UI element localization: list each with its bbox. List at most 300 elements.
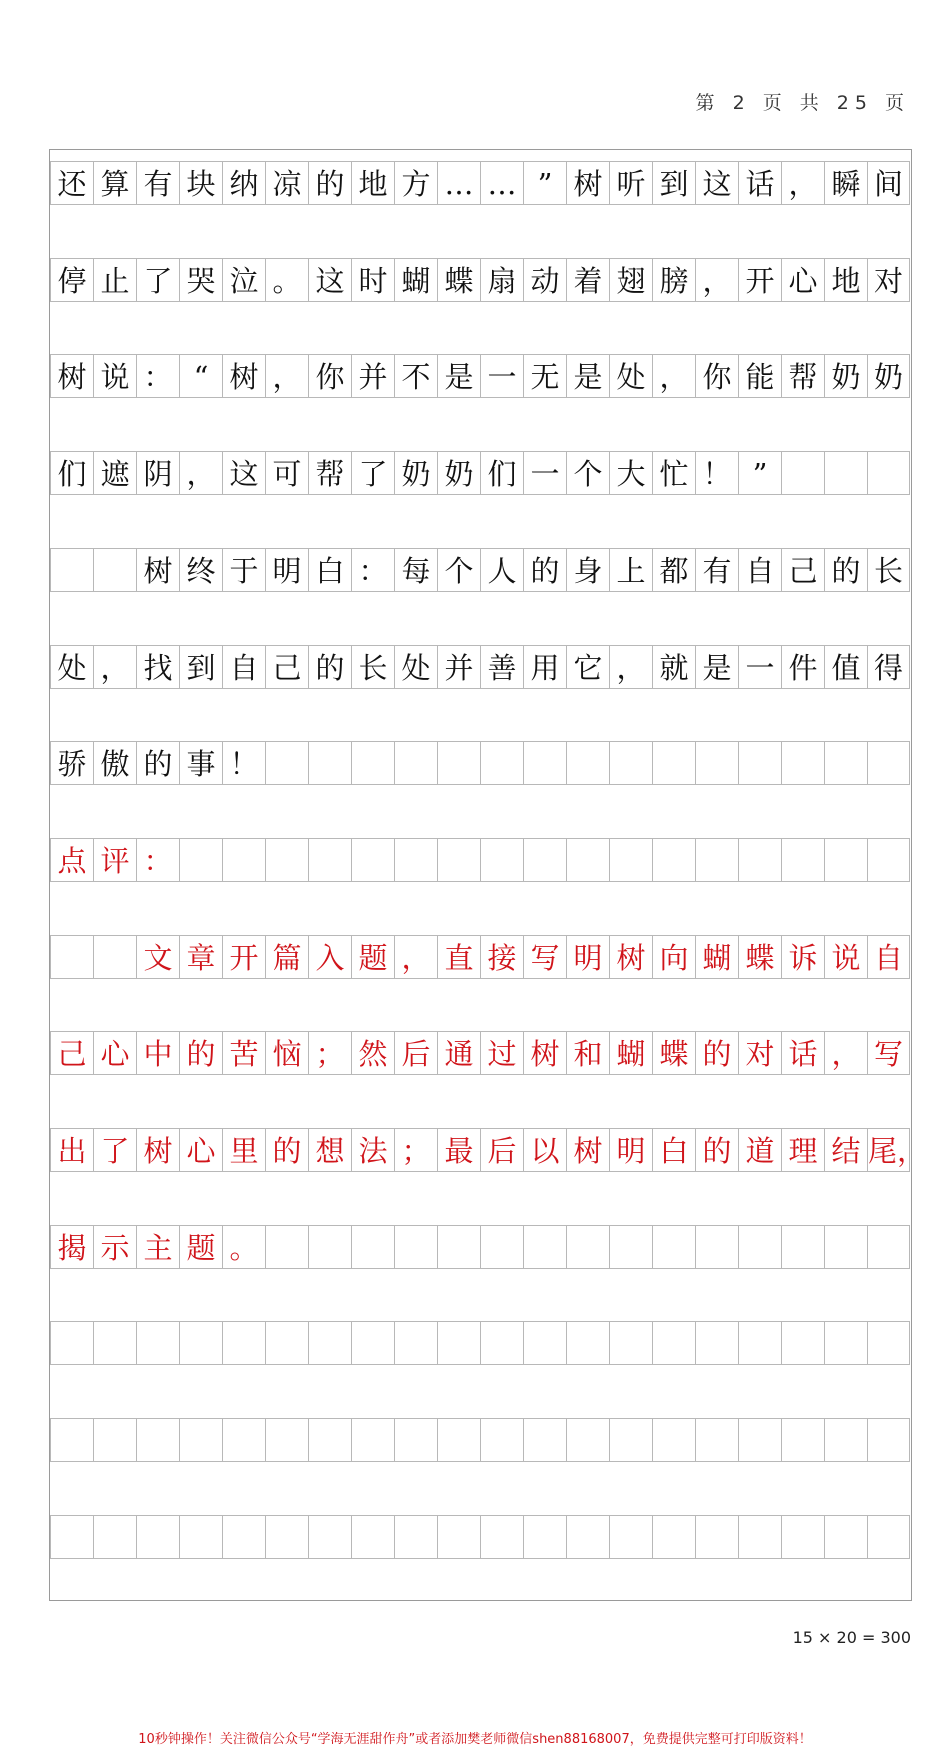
grid-cell: 到 bbox=[652, 161, 695, 205]
grid-cell: 蝴 bbox=[609, 1031, 652, 1075]
grid-cell bbox=[437, 1321, 480, 1365]
grid-cell bbox=[867, 1418, 910, 1462]
grid-cell bbox=[480, 838, 523, 882]
grid-cell: 听 bbox=[609, 161, 652, 205]
grid-cell: 算 bbox=[93, 161, 136, 205]
grid-cell: 向 bbox=[652, 935, 695, 979]
grid-row bbox=[50, 1515, 911, 1559]
grid-cell: 哭 bbox=[179, 258, 222, 302]
grid-cell: ” bbox=[738, 451, 781, 495]
grid-cell: 一 bbox=[523, 451, 566, 495]
grid-cell bbox=[824, 838, 867, 882]
grid-cell: 阴 bbox=[136, 451, 179, 495]
grid-cell: 人 bbox=[480, 548, 523, 592]
grid-cell bbox=[652, 1515, 695, 1559]
grid-cell: 它 bbox=[566, 645, 609, 689]
grid-cell bbox=[824, 1515, 867, 1559]
grid-cell bbox=[781, 1321, 824, 1365]
grid-cell bbox=[179, 1418, 222, 1462]
grid-cell bbox=[652, 1225, 695, 1269]
grid-cell: 树 bbox=[136, 1128, 179, 1172]
grid-cell bbox=[265, 1515, 308, 1559]
grid-cell: 帮 bbox=[781, 354, 824, 398]
grid-row bbox=[50, 838, 911, 882]
grid-cell: 纳 bbox=[222, 161, 265, 205]
grid-cell: 树 bbox=[523, 1031, 566, 1075]
grid-cell: 个 bbox=[566, 451, 609, 495]
grid-cell: 文 bbox=[136, 935, 179, 979]
grid-cell: 方 bbox=[394, 161, 437, 205]
grid-cell: 你 bbox=[695, 354, 738, 398]
grid-cell bbox=[824, 1418, 867, 1462]
grid-cell bbox=[480, 1515, 523, 1559]
grid-cell: 树 bbox=[566, 161, 609, 205]
grid-cell bbox=[308, 1321, 351, 1365]
grid-cell bbox=[523, 741, 566, 785]
grid-cell: 心 bbox=[781, 258, 824, 302]
grid-cell: 用 bbox=[523, 645, 566, 689]
grid-cell: 心 bbox=[179, 1128, 222, 1172]
grid-cell bbox=[609, 838, 652, 882]
grid-cell: 恼 bbox=[265, 1031, 308, 1075]
grid-cell: 还 bbox=[50, 161, 93, 205]
grid-row bbox=[50, 1321, 911, 1365]
grid-cell: 并 bbox=[437, 645, 480, 689]
grid-cell: ， bbox=[179, 451, 222, 495]
grid-cell: 过 bbox=[480, 1031, 523, 1075]
grid-cell: 于 bbox=[222, 548, 265, 592]
grid-cell: 地 bbox=[824, 258, 867, 302]
grid-cell: ； bbox=[308, 1031, 351, 1075]
grid-cell: ， bbox=[695, 258, 738, 302]
grid-cell: 的 bbox=[265, 1128, 308, 1172]
grid-cell bbox=[523, 1321, 566, 1365]
grid-cell bbox=[437, 741, 480, 785]
grid-cell bbox=[308, 1515, 351, 1559]
grid-cell: ： bbox=[351, 548, 394, 592]
grid-row bbox=[50, 161, 911, 205]
grid-cell bbox=[738, 838, 781, 882]
grid-cell: ： bbox=[136, 838, 179, 882]
grid-cell bbox=[480, 1225, 523, 1269]
grid-cell: 找 bbox=[136, 645, 179, 689]
grid-cell: 每 bbox=[394, 548, 437, 592]
grid-cell: 最 bbox=[437, 1128, 480, 1172]
grid-cell: 个 bbox=[437, 548, 480, 592]
grid-cell: 蝴 bbox=[394, 258, 437, 302]
grid-cell: 通 bbox=[437, 1031, 480, 1075]
grid-cell: 奶 bbox=[437, 451, 480, 495]
grid-cell bbox=[867, 451, 910, 495]
grid-cell: 蝶 bbox=[652, 1031, 695, 1075]
grid-cell: … bbox=[437, 161, 480, 205]
grid-cell: 值 bbox=[824, 645, 867, 689]
grid-cell: “ bbox=[179, 354, 222, 398]
grid-cell: 是 bbox=[437, 354, 480, 398]
grid-cell: 瞬 bbox=[824, 161, 867, 205]
grid-cell bbox=[394, 1225, 437, 1269]
grid-cell bbox=[652, 1418, 695, 1462]
grid-cell bbox=[609, 1321, 652, 1365]
footer-notice: 10秒钟操作！关注微信公众号“学海无涯甜作舟”或者添加樊老师微信shen88168007，免费提供完整可打印版资料！ bbox=[138, 1732, 812, 1747]
grid-cell: 这 bbox=[308, 258, 351, 302]
grid-cell bbox=[781, 741, 824, 785]
grid-cell: 时 bbox=[351, 258, 394, 302]
grid-cell bbox=[566, 1321, 609, 1365]
grid-cell: 的 bbox=[695, 1031, 738, 1075]
grid-cell bbox=[824, 741, 867, 785]
grid-cell bbox=[738, 741, 781, 785]
grid-cell bbox=[523, 1515, 566, 1559]
grid-cell: 遮 bbox=[93, 451, 136, 495]
grid-cell bbox=[93, 1321, 136, 1365]
grid-cell: 了 bbox=[351, 451, 394, 495]
grid-cell: 明 bbox=[265, 548, 308, 592]
grid-cell bbox=[652, 838, 695, 882]
grid-cell: 写 bbox=[523, 935, 566, 979]
grid-cell bbox=[179, 1321, 222, 1365]
grid-cell: 一 bbox=[480, 354, 523, 398]
grid-cell: 出 bbox=[50, 1128, 93, 1172]
grid-cell: ： bbox=[136, 354, 179, 398]
grid-cell: 的 bbox=[523, 548, 566, 592]
grid-cell bbox=[351, 1225, 394, 1269]
grid-cell bbox=[867, 1515, 910, 1559]
grid-cell: 有 bbox=[695, 548, 738, 592]
grid-row bbox=[50, 548, 911, 592]
grid-cell bbox=[437, 1418, 480, 1462]
grid-cell bbox=[265, 838, 308, 882]
grid-cell: 己 bbox=[265, 645, 308, 689]
grid-cell bbox=[50, 1515, 93, 1559]
grid-row bbox=[50, 451, 911, 495]
grid-cell: 的 bbox=[308, 161, 351, 205]
grid-cell bbox=[652, 741, 695, 785]
grid-cell bbox=[265, 1225, 308, 1269]
grid-cell: 是 bbox=[566, 354, 609, 398]
grid-cell: ， bbox=[93, 645, 136, 689]
grid-cell: 上 bbox=[609, 548, 652, 592]
grid-row bbox=[50, 935, 911, 979]
grid-cell bbox=[738, 1515, 781, 1559]
grid-cell bbox=[609, 741, 652, 785]
grid-cell: 诉 bbox=[781, 935, 824, 979]
grid-cell: … bbox=[480, 161, 523, 205]
grid-cell bbox=[351, 741, 394, 785]
grid-cell: 膀 bbox=[652, 258, 695, 302]
grid-cell bbox=[50, 548, 93, 592]
grid-cell bbox=[222, 838, 265, 882]
grid-cell: 就 bbox=[652, 645, 695, 689]
grid-cell bbox=[308, 741, 351, 785]
grid-cell: 凉 bbox=[265, 161, 308, 205]
grid-cell: 处 bbox=[50, 645, 93, 689]
grid-cell: 处 bbox=[609, 354, 652, 398]
grid-cell: 己 bbox=[50, 1031, 93, 1075]
grid-cell: 身 bbox=[566, 548, 609, 592]
grid-cell bbox=[265, 741, 308, 785]
grid-cell: 和 bbox=[566, 1031, 609, 1075]
grid-cell: ！ bbox=[222, 741, 265, 785]
grid-cell bbox=[652, 1321, 695, 1365]
grid-count-label: 15 × 20 = 300 bbox=[792, 1628, 911, 1647]
grid-cell bbox=[93, 1418, 136, 1462]
grid-cell: 扇 bbox=[480, 258, 523, 302]
grid-cell: 奶 bbox=[824, 354, 867, 398]
grid-cell bbox=[351, 1321, 394, 1365]
grid-cell bbox=[93, 548, 136, 592]
grid-cell: 。 bbox=[222, 1225, 265, 1269]
grid-row bbox=[50, 1225, 911, 1269]
grid-cell: 写 bbox=[867, 1031, 910, 1075]
grid-cell: 揭 bbox=[50, 1225, 93, 1269]
grid-cell bbox=[179, 1515, 222, 1559]
grid-cell: 长 bbox=[351, 645, 394, 689]
composition-grid-paper bbox=[49, 149, 927, 1601]
grid-cell: 奶 bbox=[394, 451, 437, 495]
grid-cell bbox=[523, 838, 566, 882]
grid-cell: 蝴 bbox=[695, 935, 738, 979]
grid-cell: ， bbox=[265, 354, 308, 398]
grid-cell bbox=[695, 838, 738, 882]
grid-cell bbox=[179, 838, 222, 882]
grid-cell bbox=[394, 1418, 437, 1462]
grid-cell bbox=[566, 1418, 609, 1462]
page-indicator: 第 2 页 共 25 页 bbox=[695, 92, 910, 114]
grid-cell bbox=[222, 1418, 265, 1462]
grid-cell: 苦 bbox=[222, 1031, 265, 1075]
grid-cell bbox=[824, 451, 867, 495]
grid-cell: 题 bbox=[351, 935, 394, 979]
grid-cell bbox=[738, 1321, 781, 1365]
grid-cell bbox=[480, 741, 523, 785]
grid-cell bbox=[781, 1418, 824, 1462]
grid-cell bbox=[695, 1321, 738, 1365]
grid-cell bbox=[308, 1418, 351, 1462]
grid-cell bbox=[351, 1515, 394, 1559]
grid-cell: 事 bbox=[179, 741, 222, 785]
grid-cell bbox=[480, 1418, 523, 1462]
grid-cell bbox=[566, 1515, 609, 1559]
grid-cell bbox=[437, 838, 480, 882]
grid-cell: 的 bbox=[136, 741, 179, 785]
grid-cell bbox=[351, 1418, 394, 1462]
grid-cell: 题 bbox=[179, 1225, 222, 1269]
grid-row bbox=[50, 1128, 927, 1172]
grid-cell bbox=[93, 1515, 136, 1559]
grid-cell bbox=[781, 838, 824, 882]
grid-cell: 。 bbox=[265, 258, 308, 302]
grid-cell: 里 bbox=[222, 1128, 265, 1172]
grid-cell: 白 bbox=[652, 1128, 695, 1172]
grid-cell: 树 bbox=[609, 935, 652, 979]
grid-cell: ， bbox=[394, 935, 437, 979]
grid-cell bbox=[566, 838, 609, 882]
grid-cell: ” bbox=[523, 161, 566, 205]
grid-cell: 们 bbox=[480, 451, 523, 495]
grid-cell: 然 bbox=[351, 1031, 394, 1075]
grid-cell: 对 bbox=[867, 258, 910, 302]
grid-cell: 尾， bbox=[867, 1128, 910, 1172]
grid-cell bbox=[222, 1515, 265, 1559]
grid-cell: 入 bbox=[308, 935, 351, 979]
grid-cell: 评 bbox=[93, 838, 136, 882]
grid-cell: 树 bbox=[50, 354, 93, 398]
grid-cell: 白 bbox=[308, 548, 351, 592]
grid-cell: 后 bbox=[480, 1128, 523, 1172]
grid-cell: 并 bbox=[351, 354, 394, 398]
grid-cell bbox=[265, 1418, 308, 1462]
grid-row bbox=[50, 1031, 911, 1075]
grid-cell: 件 bbox=[781, 645, 824, 689]
grid-cell bbox=[394, 838, 437, 882]
grid-cell: 的 bbox=[695, 1128, 738, 1172]
grid-cell bbox=[695, 1225, 738, 1269]
grid-cell: 说 bbox=[93, 354, 136, 398]
grid-cell bbox=[738, 1418, 781, 1462]
grid-cell: 的 bbox=[308, 645, 351, 689]
grid-cell: ， bbox=[824, 1031, 867, 1075]
grid-cell: 点 bbox=[50, 838, 93, 882]
grid-cell: 忙 bbox=[652, 451, 695, 495]
grid-cell bbox=[867, 1321, 910, 1365]
grid-cell bbox=[695, 741, 738, 785]
grid-cell: 说 bbox=[824, 935, 867, 979]
grid-cell bbox=[523, 1225, 566, 1269]
grid-cell bbox=[824, 1225, 867, 1269]
grid-cell bbox=[93, 935, 136, 979]
grid-cell bbox=[136, 1321, 179, 1365]
grid-cell: 了 bbox=[93, 1128, 136, 1172]
grid-cell: 着 bbox=[566, 258, 609, 302]
grid-cell: 不 bbox=[394, 354, 437, 398]
grid-cell: 的 bbox=[179, 1031, 222, 1075]
grid-cell bbox=[609, 1515, 652, 1559]
grid-cell: 能 bbox=[738, 354, 781, 398]
grid-cell: 己 bbox=[781, 548, 824, 592]
grid-cell: 篇 bbox=[265, 935, 308, 979]
grid-cell bbox=[609, 1225, 652, 1269]
grid-cell: 明 bbox=[566, 935, 609, 979]
grid-cell bbox=[824, 1321, 867, 1365]
grid-cell: 蝶 bbox=[437, 258, 480, 302]
grid-cell: 后 bbox=[394, 1031, 437, 1075]
grid-row bbox=[50, 1418, 911, 1462]
grid-cell bbox=[781, 451, 824, 495]
grid-cell: 主 bbox=[136, 1225, 179, 1269]
grid-cell bbox=[50, 1418, 93, 1462]
grid-cell: 这 bbox=[695, 161, 738, 205]
grid-cell: 明 bbox=[609, 1128, 652, 1172]
grid-cell bbox=[308, 838, 351, 882]
grid-cell: 可 bbox=[265, 451, 308, 495]
grid-cell bbox=[265, 1321, 308, 1365]
grid-row bbox=[50, 258, 911, 302]
grid-cell bbox=[480, 1321, 523, 1365]
grid-cell: 是 bbox=[695, 645, 738, 689]
grid-cell: ！ bbox=[695, 451, 738, 495]
grid-cell bbox=[867, 838, 910, 882]
grid-cell: ， bbox=[609, 645, 652, 689]
grid-cell: 开 bbox=[738, 258, 781, 302]
grid-cell: 长 bbox=[867, 548, 910, 592]
grid-cell: 理 bbox=[781, 1128, 824, 1172]
grid-cell: 们 bbox=[50, 451, 93, 495]
grid-cell: 示 bbox=[93, 1225, 136, 1269]
grid-cell bbox=[308, 1225, 351, 1269]
grid-cell: 间 bbox=[867, 161, 910, 205]
grid-cell: 到 bbox=[179, 645, 222, 689]
grid-cell: ， bbox=[652, 354, 695, 398]
grid-cell bbox=[566, 1225, 609, 1269]
grid-cell: ， bbox=[781, 161, 824, 205]
grid-cell: 心 bbox=[93, 1031, 136, 1075]
grid-cell: 有 bbox=[136, 161, 179, 205]
grid-cell: 话 bbox=[781, 1031, 824, 1075]
grid-cell bbox=[738, 1225, 781, 1269]
grid-cell: 止 bbox=[93, 258, 136, 302]
grid-cell bbox=[437, 1515, 480, 1559]
grid-cell bbox=[50, 1321, 93, 1365]
grid-cell: 自 bbox=[738, 548, 781, 592]
grid-cell: 骄 bbox=[50, 741, 93, 785]
grid-cell: 动 bbox=[523, 258, 566, 302]
grid-cell: 了 bbox=[136, 258, 179, 302]
grid-cell: 开 bbox=[222, 935, 265, 979]
grid-cell: 停 bbox=[50, 258, 93, 302]
grid-cell: 结 bbox=[824, 1128, 867, 1172]
grid-row bbox=[50, 645, 911, 689]
grid-cell bbox=[437, 1225, 480, 1269]
grid-cell bbox=[136, 1418, 179, 1462]
grid-cell bbox=[566, 741, 609, 785]
grid-cell: 一 bbox=[738, 645, 781, 689]
grid-cell: 都 bbox=[652, 548, 695, 592]
grid-cell bbox=[781, 1515, 824, 1559]
grid-cell: 块 bbox=[179, 161, 222, 205]
grid-cell: 大 bbox=[609, 451, 652, 495]
grid-cell: 奶 bbox=[867, 354, 910, 398]
grid-cell: 蝶 bbox=[738, 935, 781, 979]
grid-cell: 处 bbox=[394, 645, 437, 689]
grid-cell: 法 bbox=[351, 1128, 394, 1172]
grid-cell: 树 bbox=[566, 1128, 609, 1172]
grid-cell: 地 bbox=[351, 161, 394, 205]
grid-cell: 话 bbox=[738, 161, 781, 205]
grid-cell: 道 bbox=[738, 1128, 781, 1172]
grid-cell bbox=[394, 1515, 437, 1559]
grid-cell: 帮 bbox=[308, 451, 351, 495]
grid-cell bbox=[351, 838, 394, 882]
grid-cell bbox=[50, 935, 93, 979]
grid-cell: 直 bbox=[437, 935, 480, 979]
grid-cell: 翅 bbox=[609, 258, 652, 302]
grid-cell: 接 bbox=[480, 935, 523, 979]
grid-cell bbox=[523, 1418, 566, 1462]
grid-cell: 的 bbox=[824, 548, 867, 592]
grid-cell: 得 bbox=[867, 645, 910, 689]
grid-cell bbox=[609, 1418, 652, 1462]
grid-cell: 以 bbox=[523, 1128, 566, 1172]
grid-cell: 这 bbox=[222, 451, 265, 495]
grid-cell bbox=[222, 1321, 265, 1365]
grid-cell: 泣 bbox=[222, 258, 265, 302]
grid-cell: 树 bbox=[136, 548, 179, 592]
grid-cell: 中 bbox=[136, 1031, 179, 1075]
grid-cell bbox=[867, 1225, 910, 1269]
grid-cell: 自 bbox=[222, 645, 265, 689]
grid-cell: 善 bbox=[480, 645, 523, 689]
